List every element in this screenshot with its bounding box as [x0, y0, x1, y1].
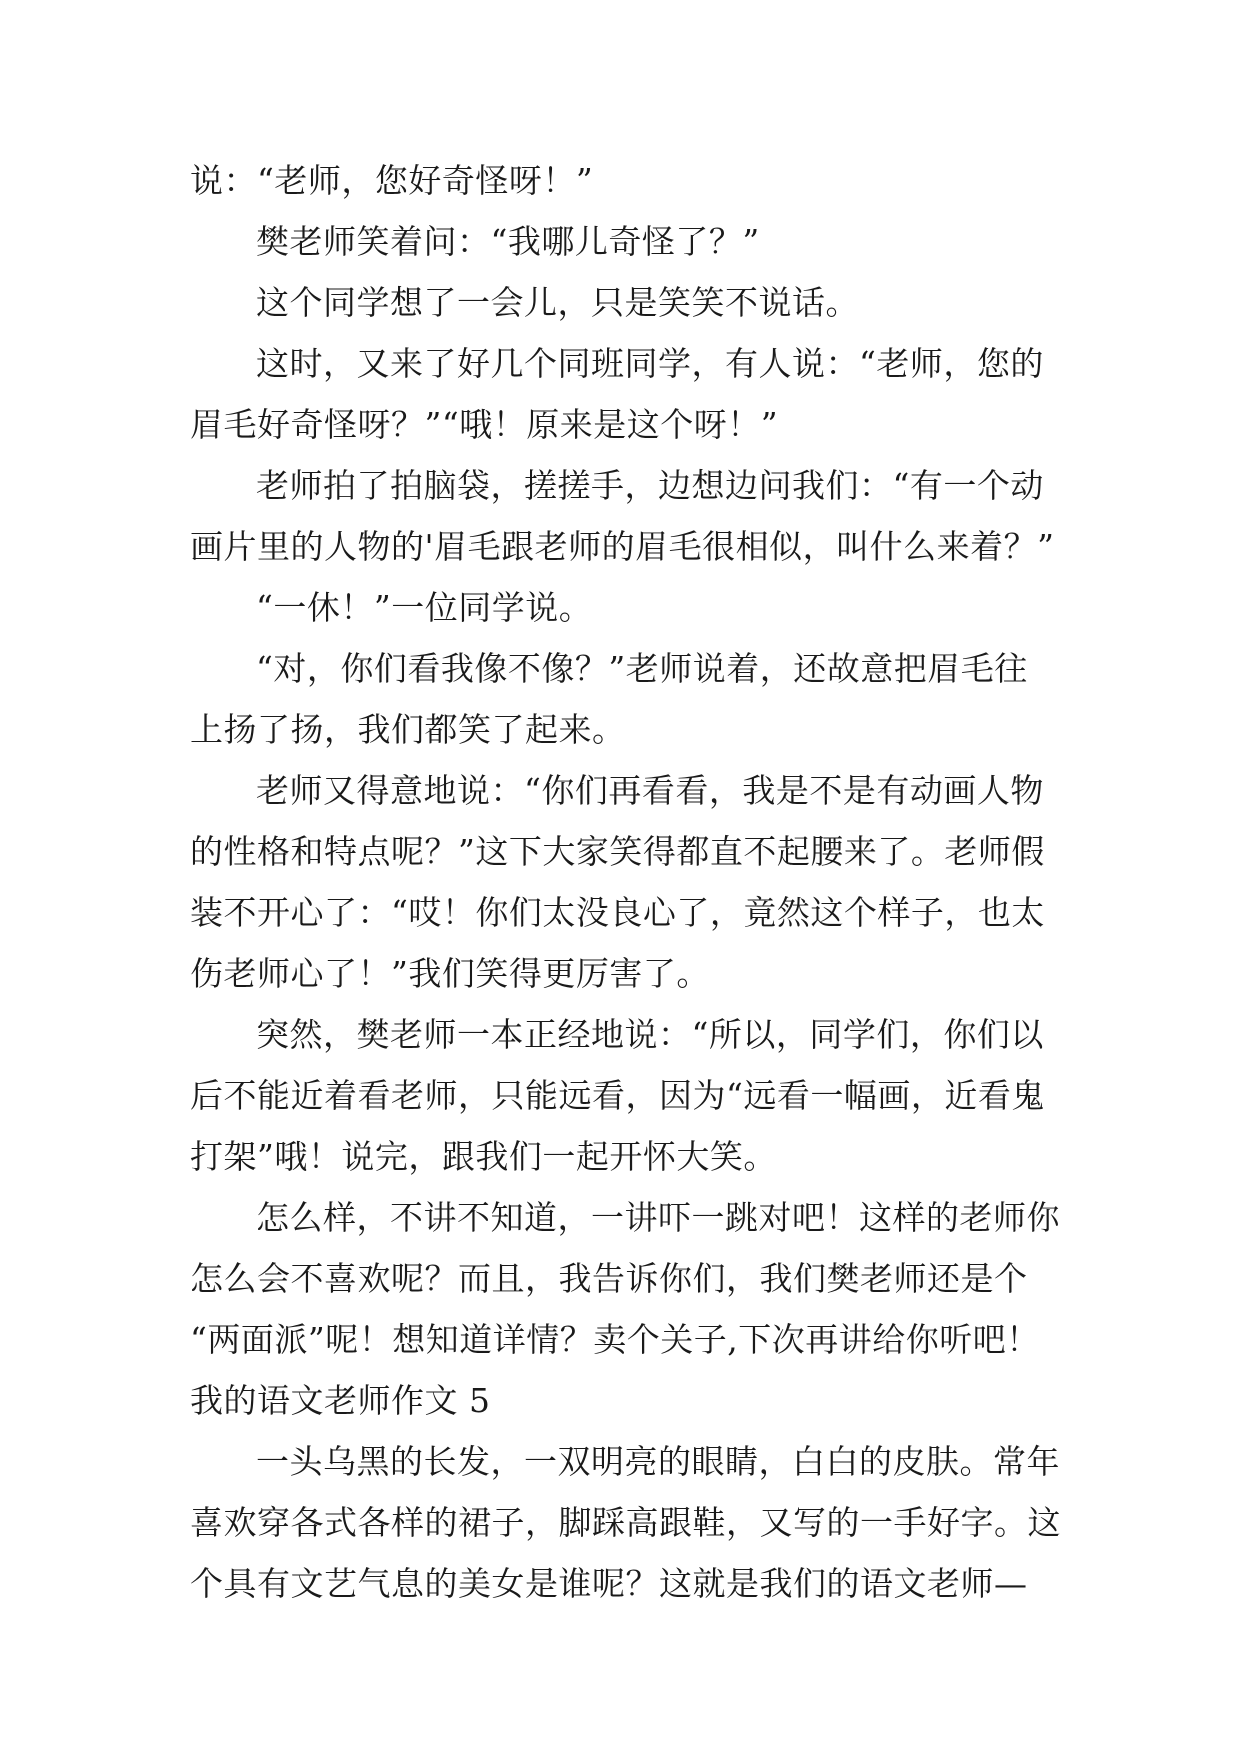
- text-line: 怎么样，不讲不知道，一讲吓一跳对吧！这样的老师你: [256, 1198, 1060, 1237]
- text-line: 上扬了扬，我们都笑了起来。: [190, 710, 626, 749]
- text-line: 画片里的人物的'眉毛跟老师的眉毛很相似，叫什么来着？”: [190, 527, 1055, 566]
- section-heading: 我的语文老师作文 5: [190, 1381, 491, 1420]
- essay-body: [190, 150, 1065, 1614]
- text-line: 说：“老师，您好奇怪呀！”: [190, 161, 594, 200]
- text-line: 伤老师心了！”我们笑得更厉害了。: [190, 954, 710, 993]
- text-line: 这时，又来了好几个同班同学，有人说：“老师，您的: [256, 344, 1044, 383]
- text-line: 樊老师笑着问：“我哪儿奇怪了？”: [256, 222, 760, 261]
- text-line: 一头乌黑的长发，一双明亮的眼睛，白白的皮肤。常年: [256, 1442, 1060, 1481]
- text-line: 喜欢穿各式各样的裙子，脚踩高跟鞋，又写的一手好字。这: [190, 1503, 1061, 1542]
- text-line: 这个同学想了一会儿，只是笑笑不说话。: [256, 283, 859, 322]
- text-line: 后不能近着看老师，只能远看，因为“远看一幅画，近看鬼: [190, 1076, 1045, 1115]
- text-line: 装不开心了：“哎！你们太没良心了，竟然这个样子，也太: [190, 893, 1045, 932]
- text-line: “一休！”一位同学说。: [256, 588, 593, 627]
- text-line: 老师又得意地说：“你们再看看，我是不是有动画人物: [256, 771, 1044, 810]
- text-line: 怎么会不喜欢呢？而且，我告诉你们，我们樊老师还是个: [190, 1259, 1028, 1298]
- text-line: 眉毛好奇怪呀？”“哦！原来是这个呀！”: [190, 405, 779, 444]
- text-line: 的性格和特点呢？”这下大家笑得都直不起腰来了。老师假: [190, 832, 1045, 871]
- text-line: 打架”哦！说完，跟我们一起开怀大笑。: [190, 1137, 777, 1176]
- text-line: “对，你们看我像不像？”老师说着，还故意把眉毛往: [256, 649, 1028, 688]
- text-line: 老师拍了拍脑袋，搓搓手，边想边问我们：“有一个动: [256, 466, 1044, 505]
- text-line: “两面派”呢！想知道详情？卖个关子,下次再讲给你听吧！: [190, 1320, 1040, 1359]
- text-line: 个具有文艺气息的美女是谁呢？这就是我们的语文老师—: [190, 1564, 1028, 1603]
- text-line: 突然，樊老师一本正经地说：“所以，同学们，你们以: [256, 1015, 1044, 1054]
